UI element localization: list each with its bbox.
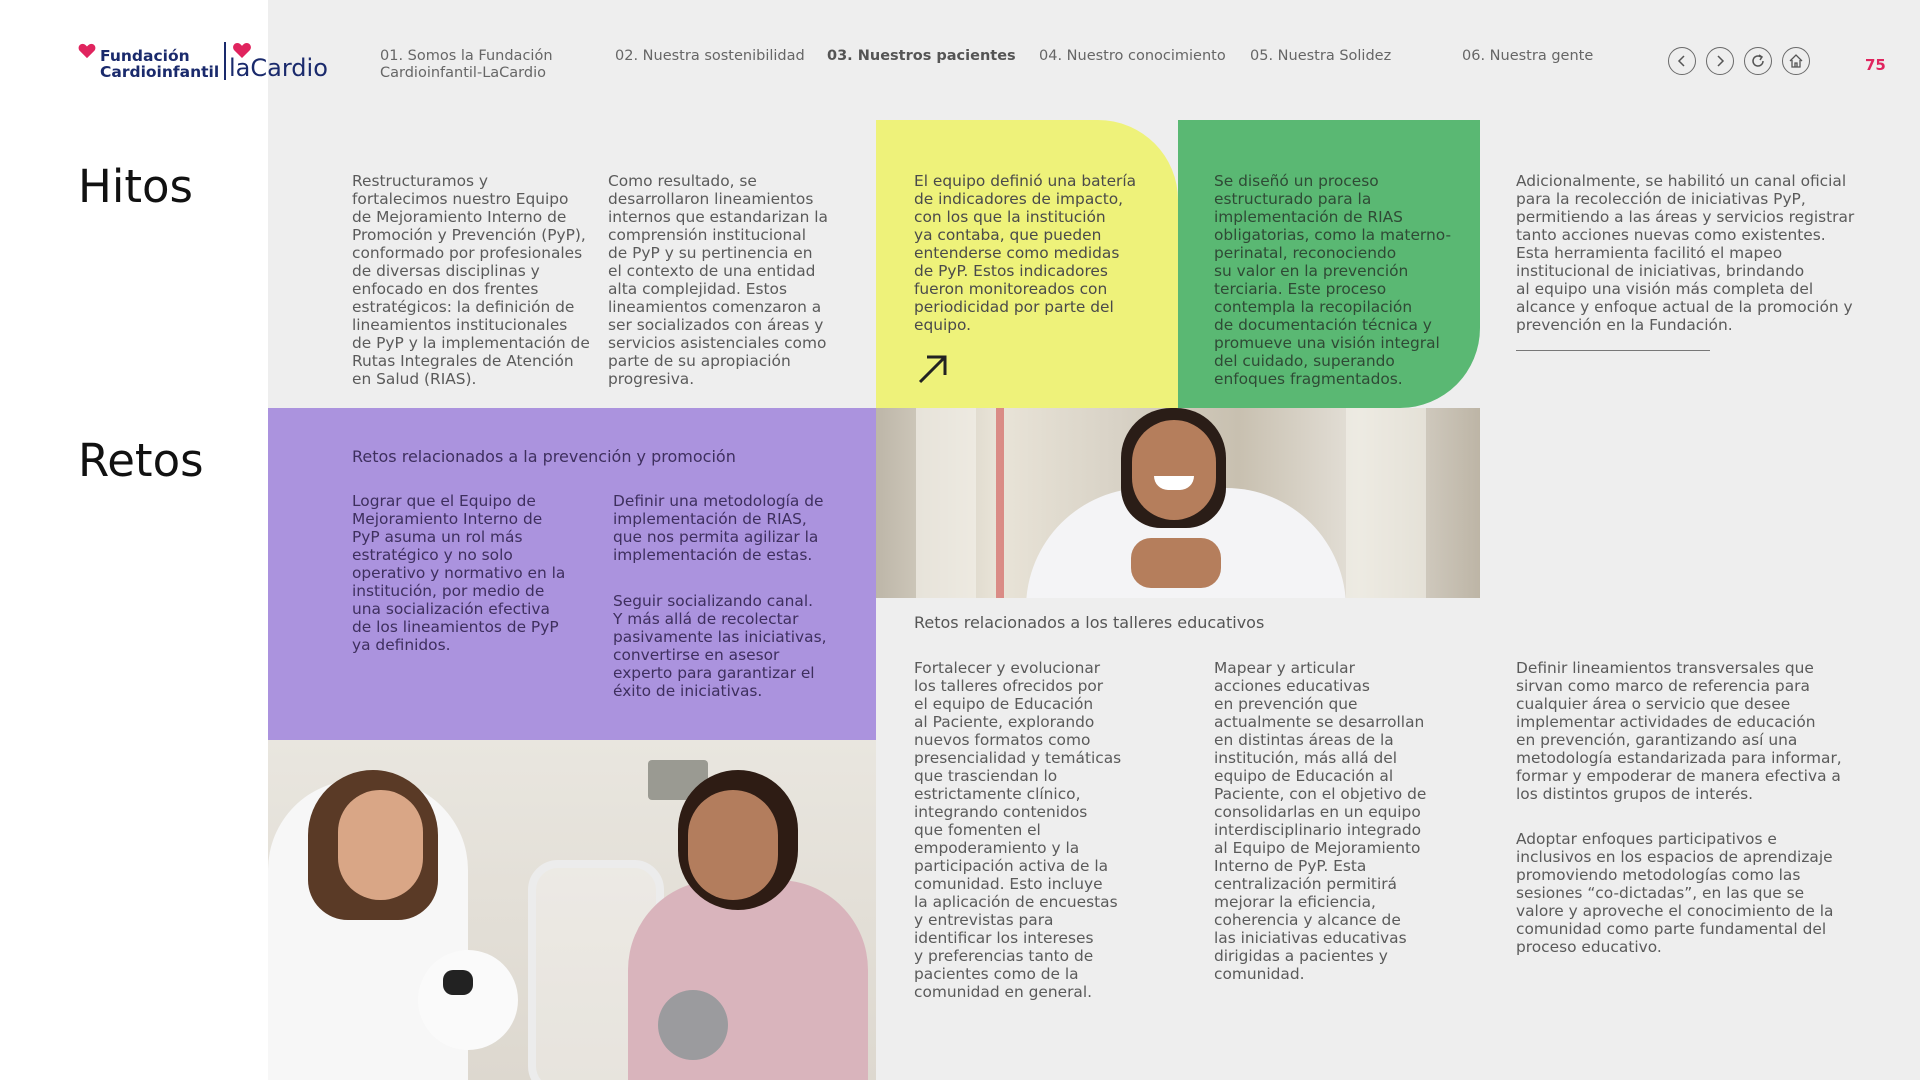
logo-name-line2: Cardioinfantil xyxy=(100,63,220,81)
hitos-paragraph-2: Como resultado, se desarrollaron lineamientos internos que estandarizan la comprensión institucional de PyP y su pertinencia en el contexto de una entidad alta complejidad. Estos lineamientos comenzaron a ser socializados con áreas y servicios asistenciales como parte de su apropiación progresiva. xyxy=(608,172,828,388)
previous-page-button[interactable] xyxy=(1668,47,1696,75)
page-number: 75 xyxy=(1865,56,1886,74)
retos-talleres-paragraph-2: Mapear y articular acciones educativas en prevención que actualmente se desarrollan en distintas áreas de la institución, más allá del equipo de Educación al Paciente, con el objetivo de consolidarlas en un equipo interdisciplinario integrado al Equipo de Mejoramiento Interno de PyP. Esta centralización permitirá mejorar la eficiencia, coherencia y alcance de las iniciativas educativas dirigidas a pacientes y comunidad. xyxy=(1214,659,1427,983)
nav-item-pacientes[interactable]: 03. Nuestros pacientes xyxy=(827,48,1016,64)
nav-item-somos[interactable]: 01. Somos la Fundación Cardioinfantil-LaCardio xyxy=(380,48,553,81)
next-page-button[interactable] xyxy=(1706,47,1734,75)
photo-nurse-heart-hands xyxy=(876,408,1480,598)
nav-item-solidez[interactable]: 05. Nuestra Solidez xyxy=(1250,48,1392,64)
retos-title: Retos xyxy=(78,434,204,487)
reload-button[interactable] xyxy=(1744,47,1772,75)
hitos-paragraph-4: Se diseñó un proceso estructurado para la implementación de RIAS obligatorias, como la materno- perinatal, reconociendo su valor en la prevención terciaria. Este proceso contempla la recopilación de documentación técnica y promueve una visión integral del cuidado, superando enfoques fragmentados. xyxy=(1214,172,1451,388)
logo-foundation-name xyxy=(100,48,219,80)
hitos-paragraph-3: El equipo definió una batería de indicadores de impacto, con los que la institución ya contaba, que pueden entenderse como medidas de PyP. Estos indicadores fueron monitoreados con periodicidad por parte del equipo. xyxy=(914,172,1137,334)
hitos-paragraph-1: Restructuramos y fortalecimos nuestro Equipo de Mejoramiento Interno de Promoción y Prevención (PyP), conformado por profesionales de diversas disciplinas y enfocado en dos frentes estratégicos: la definición de lineamientos institucionales de PyP y la implementación de Rutas Integrales de Atención en Salud (RIAS). xyxy=(352,172,590,388)
nav-item-sostenibilidad[interactable]: 02. Nuestra sostenibilidad xyxy=(615,48,805,64)
retos-talleres-paragraph-3: Definir lineamientos transversales que sirvan como marco de referencia para cualquier área o servicio que desee implementar actividades de educación en prevención, garantizando así una metodología estandarizada para informar, formar y empoderar de manera efectiva a los distintos grupos de interés. xyxy=(1516,659,1842,803)
chevron-right-icon xyxy=(1714,55,1726,67)
retos-talleres-heading: Retos relacionados a los talleres educativos xyxy=(914,613,1265,632)
logo-divider xyxy=(224,42,226,80)
logo-brand: laCardio xyxy=(229,54,328,82)
home-icon xyxy=(1788,53,1804,69)
retos-prevencion-paragraph-3: Seguir socializando canal. Y más allá de recolectar pasivamente las iniciativas, convertirse en asesor experto para garantizar el éxito de iniciativas. xyxy=(613,592,827,700)
divider-line xyxy=(1516,350,1710,351)
retos-prevencion-paragraph-2: Definir una metodología de implementación de RIAS, que nos permita agilizar la implementación de estas. xyxy=(613,492,824,564)
retos-prevencion-paragraph-1: Lograr que el Equipo de Mejoramiento Interno de PyP asuma un rol más estratégico y no solo operativo y normativo en la institución, por medio de una socialización efectiva de los lineamientos de PyP ya definidos. xyxy=(352,492,566,654)
retos-talleres-paragraph-1: Fortalecer y evolucionar los talleres ofrecidos por el equipo de Educación al Paciente, explorando nuevos formatos como presencialidad y temáticas que trasciendan lo estrictamente clínico, integrando contenidos que fomenten el empoderamiento y la participación activa de la comunidad. Esto incluye la aplicación de encuestas y entrevistas para identificar los intereses y preferencias tanto de pacientes como de la comunidad en general. xyxy=(914,659,1122,1001)
arrow-up-right-icon[interactable] xyxy=(916,352,950,386)
retos-talleres-paragraph-4: Adoptar enfoques participativos e inclusivos en los espacios de aprendizaje promoviendo metodologías como las sesiones “co-dictadas”, en las que se valore y aproveche el conocimiento de la comunidad como parte fundamental del proceso educativo. xyxy=(1516,830,1834,956)
nav-item-conocimiento[interactable]: 04. Nuestro conocimiento xyxy=(1039,48,1226,64)
retos-prevencion-heading: Retos relacionados a la prevención y promoción xyxy=(352,447,736,466)
hitos-paragraph-5: Adicionalmente, se habilitó un canal oficial para la recolección de iniciativas PyP, permitiendo a las áreas y servicios registrar tanto acciones nuevas como existentes. Esta herramienta facilitó el mapeo institucional de iniciativas, brindando al equipo una visión más completa del alcance y enfoque actual de la promoción y prevención en la Fundación. xyxy=(1516,172,1855,334)
heart-icon xyxy=(78,43,96,59)
reload-icon xyxy=(1750,53,1766,69)
chevron-left-icon xyxy=(1676,55,1688,67)
logo-name-line1: Fundación xyxy=(100,47,190,65)
hitos-title: Hitos xyxy=(78,160,193,213)
nav-item-gente[interactable]: 06. Nuestra gente xyxy=(1462,48,1594,64)
photo-doctor-and-patient xyxy=(268,740,876,1080)
home-button[interactable] xyxy=(1782,47,1810,75)
